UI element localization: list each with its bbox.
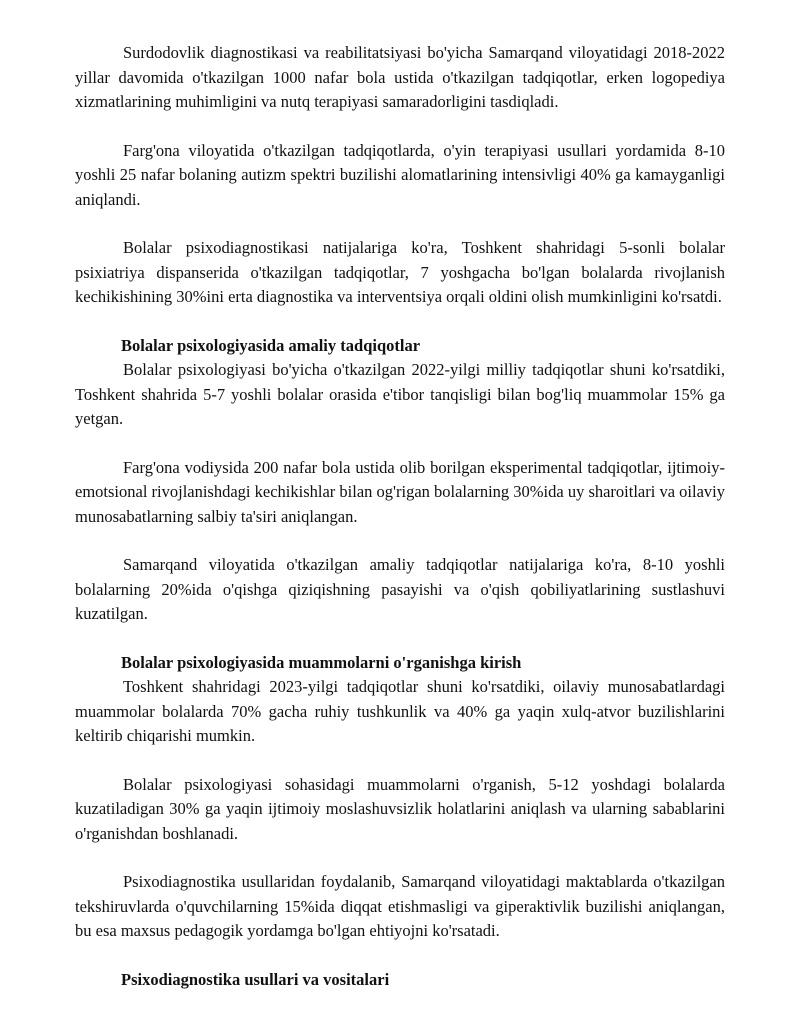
paragraph-surdodovlik: Surdodovlik diagnostikasi va reabilitatsiyasi bo'yicha Samarqand viloyatidagi 2018-2022 yillar davomida o'tkazilgan 1000 nafar bola ustida o'tkazilgan tadqiqotlar, erken logopediya xizmatlarining muhimligini va nutq terapiyasi samaradorligini tasdiqladi. <box>75 43 725 111</box>
heading-muammolarni-organish: Bolalar psixologiyasida muammolarni o'rganishga kirish <box>121 652 522 672</box>
paragraph-milliy-tadqiqotlar: Bolalar psixologiyasi bo'yicha o'tkazilgan 2022-yilgi milliy tadqiqotlar shuni ko'rsatdiki, Toshkent shahrida 5-7 yoshli bolalar orasida e'tibor tanqisligi bilan bog'liq muammolar 15% ga yetgan. <box>75 360 725 428</box>
paragraph-psixodiagnostika-natijalari: Bolalar psixodiagnostikasi natijalariga ko'ra, Toshkent shahridagi 5-sonli bolalar psixiatriya dispanserida o'tkazilgan tadqiqotlar, 7 yoshgacha bo'lgan bolalarda rivojlanish kechikishining 30%ini erta diagnostika va interventsiya orqali oldini olish mumkinligini ko'rsatdi. <box>75 238 725 306</box>
paragraph-fargona-vodiysi: Farg'ona vodiysida 200 nafar bola ustida olib borilgan eksperimental tadqiqotlar, ijtimoiy-emotsional rivojlanishdagi kechikishlar bilan og'rigan bolalarning 30%ida uy sharoitlari va oilaviy munosabatlarning salbiy ta'siri aniqlangan. <box>75 457 725 526</box>
paragraph-toshkent-2023: Toshkent shahridagi 2023-yilgi tadqiqotlar shuni ko'rsatdiki, oilaviy munosabatlardagi muammolar bolalarda 70% gacha ruhiy tushkunlik va 40% ga yaqin xulq-atvor buzilishlarini keltirib chiqarishi mumkin. <box>75 677 725 745</box>
heading-usullar-vositalar: Psixodiagnostika usullari va vositalari <box>121 969 390 989</box>
heading-amaliy-tadqiqotlar: Bolalar psixologiyasida amaliy tadqiqotlar <box>121 335 421 355</box>
document-page <box>75 41 725 992</box>
paragraph-moslashuvsizlik: Bolalar psixologiyasi sohasidagi muammolarni o'rganish, 5-12 yoshdagi bolalarda kuzatiladigan 30% ga yaqin ijtimoiy moslashuvsizlik holatlarini aniqlash va ularning sabablarini o'rganishdan boshlanadi. <box>75 774 725 843</box>
paragraph-maktablarda-tekshiruv: Psixodiagnostika usullaridan foydalanib, Samarqand viloyatidagi maktablarda o'tkazilgan tekshiruvlarda o'quvchilarning 15%ida diqqat etishmasligi va giperaktivlik buzilishi aniqlangan, bu esa maxsus pedagogik yordamga bo'lgan ehtiyojni ko'rsatadi. <box>75 872 725 940</box>
paragraph-fargona-oyin-terapiyasi: Farg'ona viloyatida o'tkazilgan tadqiqotlarda, o'yin terapiyasi usullari yordamida 8-10 yoshli 25 nafar bolaning autizm spektri buzilishi alomatlarining intensivligi 40% ga kamayganligi aniqlandi. <box>75 140 725 209</box>
paragraph-samarqand-amaliy: Samarqand viloyatida o'tkazilgan amaliy tadqiqotlar natijalariga ko'ra, 8-10 yoshli bolalarning 20%ida o'qishga qiziqishning pasayishi va o'qish qobiliyatlarining sustlashuvi kuzatilgan. <box>75 555 725 623</box>
